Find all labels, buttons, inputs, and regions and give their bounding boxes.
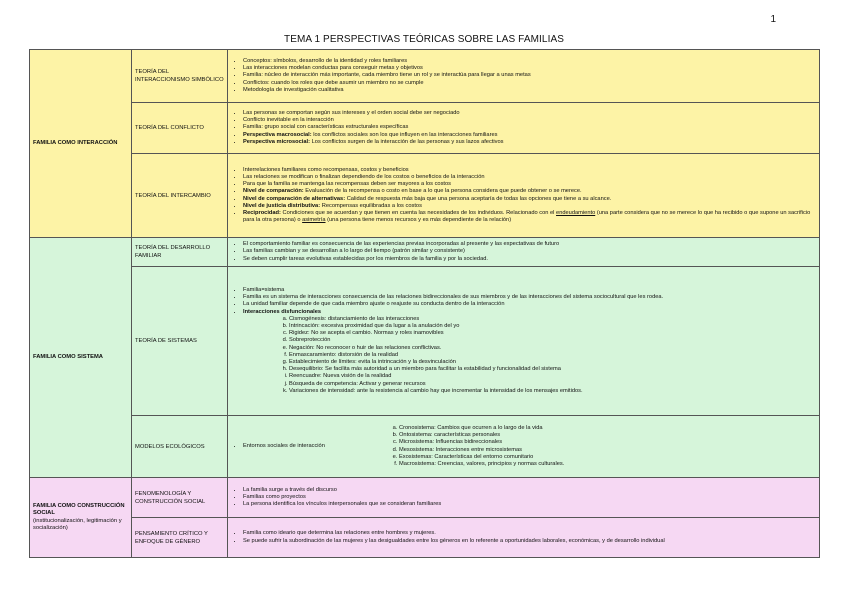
list-item [243,309,816,316]
theory-name: FENOMENOLOGÍA Y CONSTRUCCIÓN SOCIAL [132,478,228,518]
theory-name: TEORÍA DE SISTEMAS [132,267,228,416]
list-item: • Entornos sociales de interacción [243,443,381,450]
sub-list-item: c. Rigidez: No se acepta el cambio. Normas y roles inamovibles [289,330,816,337]
list-item [243,110,816,117]
underlined-term: endeudamiento [556,209,596,216]
list-item [243,65,816,72]
sub-list-item: h. Desequilibrio: Se facilita más autoridad a un miembro para facilitar la estabilidad y funcionalidad del sistema [289,366,816,373]
list-item [243,538,816,545]
item-text: Se puede sufrir la subordinación de las mujeres y las desigualdades entre los géneros en lo referente a oportunidades laborales, económicas, y de desarrollo individual [243,537,665,544]
list-item [243,124,816,131]
group-social-label [30,478,132,558]
item-text: los conflictos sociales son los que influyen en las interacciones familiares [311,131,498,138]
item-text: Familia: núcleo de interacción más importante, cada miembro tiene un rol y se interactúa para llegar a unas metas [243,72,531,79]
bullet-list [231,530,816,544]
bullet-list [231,487,816,509]
item-text: Familia es un sistema de interacciones consecuencia de las relaciones bidireccionales de sus miembros y de las interacciones del sistema sociocultural que les rodea. [243,294,664,301]
bullet-list [231,443,381,450]
list-item [243,487,816,494]
theory-name: MODELOS ECOLÓGICOS [132,416,228,478]
item-text: Metodología de investigación cualitativa [243,86,344,93]
group-label: FAMILIA COMO CONSTRUCCIÓN SOCIAL [33,503,125,517]
sub-list [381,425,816,468]
item-text: Se deben cumplir tareas evolutivas establecidas por los miembros de la familia y por la sociedad. [243,255,489,262]
list-item [243,117,816,124]
list-item [243,132,816,139]
theory-content [228,50,820,103]
item-text: Recompensas equilibradas a los costos [320,202,422,209]
sub-list-item: e. Negación: No reconocer o huir de las relaciones conflictivas. [289,345,816,352]
theory-content [228,267,820,416]
item-text: Evaluación de la recompensa o costo en base a lo que la persona considera que puede obtener o se merece. [303,188,582,195]
item-text: Las relaciones se modifican o finalizan dependiendo de los costos o beneficios de la interacción [243,173,485,180]
table-row [30,50,820,103]
theory-name: TEORÍA DEL INTERCAMBIO [132,154,228,238]
sub-list-item: g. Establecimiento de límites: evita la intrincación y la desvinculación [289,359,816,366]
page-number: 1 [770,14,776,25]
table-row [30,416,820,478]
theory-name: TEORÍA DEL INTERACCIONISMO SIMBÓLICO [132,50,228,103]
item-text: Los conflictos surgen de la interacción de las personas y sus lazos afectivos [310,138,504,145]
table-row [30,238,820,267]
keyword: Nivel de justicia distributiva: [243,202,321,209]
item-text: Las interacciones modelan conductas para conseguir metas y objetivos [243,65,423,72]
item-text: La unidad familiar depende de que cada miembro ajuste o reajuste su conducta dentro de la interacción [243,301,505,308]
list-item [243,87,816,94]
theory-name: TEORÍA DEL DESARROLLO FAMILIAR [132,238,228,267]
sub-list-item: c. Microsistema: Influencias bidireccionales [399,439,816,446]
keyword: Nivel de comparación: [243,188,304,195]
item-text: Conflicto inevitable en la interacción [243,117,334,124]
sub-list [231,316,816,395]
table-row [30,103,820,154]
list-item [243,248,816,255]
table-row [30,154,820,238]
list-item [243,72,816,79]
group-sublabel: (institucionalización, legitimación y socialización) [33,517,122,531]
theory-name: PENSAMIENTO CRÍTICO Y ENFOQUE DE GÉNERO [132,518,228,558]
document-title: TEMA 1 PERSPECTIVAS TEÓRICAS SOBRE LAS FAMILIAS [284,34,564,45]
theory-content [228,154,820,238]
theory-content [228,478,820,518]
sub-list-item: b. Intrincación: excesiva proximidad que da lugar a la anulación del yo [289,323,816,330]
item-text: Conceptos: símbolos, desarrollo de la identidad y roles familiares [243,57,408,64]
item-text: (una parte considera que no se merece lo que ha recibido o que supone un sacrificio para la otra persona) o [243,209,811,224]
keyword: Perspectiva macrosocial: [243,131,312,138]
item-text: Familias como proyectos [243,493,306,500]
group-label: FAMILIA COMO SISTEMA [33,353,103,360]
list-item [243,203,816,210]
list-item [243,167,816,174]
sub-list-item: i. Reencuadre: Nueva visión de la realidad [289,373,816,380]
list-item [243,58,816,65]
item-text: Las personas se comportan según sus intereses y el orden social debe ser negociado [243,109,460,116]
theory-content [228,416,820,478]
sub-list-item: d. Mesosistema: Interacciones entre microsistemas [399,447,816,454]
list-item [243,294,816,301]
list-item [243,241,816,248]
list-item [243,530,816,537]
theory-content [228,238,820,267]
ecological-lead [231,443,381,450]
item-text: La familia surge a través del discurso [243,486,337,493]
table-row [30,478,820,518]
item-text: Conflictos: cuando los roles que debe asumir un miembro no se cumple [243,79,424,86]
group-label: FAMILIA COMO INTERACCIÓN [33,139,118,146]
item-text: Familia=sistema [243,286,285,293]
keyword: Perspectiva microsocial: [243,138,311,145]
theories-table [29,49,820,558]
group-sistema-label [30,238,132,478]
theory-content [228,103,820,154]
keyword: Interacciones disfuncionales [243,308,322,315]
list-item [243,494,816,501]
item-text: Calidad de respuesta más baja que una persona aceptaría de todas las opciones que tiene a su alcance. [345,195,612,202]
sub-list-item: b. Ontosistema: características personales [399,432,816,439]
sub-list-item: a. Cronosistema: Cambios que ocurren a lo largo de la vida [399,425,816,432]
list-item [243,139,816,146]
sub-list-item: f. Enmascaramiento: distorsión de la realidad [289,352,816,359]
bullet-list [231,110,816,146]
item-text: Condiciones que se acuerdan y que tienen en cuenta las necesidades de los individuos. Relacionado con el [280,209,557,216]
keyword: Nivel de comparación de alternativas: [243,195,346,202]
theory-content [228,518,820,558]
item-text: Interrelaciones familiares como recompensas, costos y beneficios [243,166,409,173]
dysfunctional-list [231,309,816,316]
list-item [243,181,816,188]
keyword: Reciprocidad: [243,209,281,216]
list-item [243,196,816,203]
list-item [243,301,816,308]
list-item [243,287,816,294]
sub-list-item: e. Exosistemas: Características del entorno comunitario [399,454,816,461]
list-item [243,210,816,224]
group-interaccion-label [30,50,132,238]
item-text: (una persona tiene menos recursos y es más dependiente de la relación) [325,217,512,224]
list-item [243,188,816,195]
list-item [243,501,816,508]
item-text: La persona identifica los vínculos interpersonales que se consideran familiares [243,501,442,508]
underlined-term: asimetría [302,217,326,224]
list-item [243,174,816,181]
item-text: Las familias cambian y se desarrollan a lo largo del tiempo (patrón similar y consistente) [243,248,465,255]
item-text: El comportamiento familiar es consecuencia de las experiencias previas incorporadas al presente y las expectativas de futuro [243,241,560,248]
list-item [243,80,816,87]
list-item [243,256,816,263]
bullet-list [231,167,816,210]
ecological-systems [381,425,816,468]
item-text: Para que la familia se mantenga las recompensas deben ser mayores a los costos [243,181,452,188]
sub-list-item: k. Variaciones de intensidad: ante la resistencia al cambio hay que incrementar la intensidad de los mensajes emitidos. [289,388,816,395]
bullet-list [231,58,816,94]
item-text: Familia como ideario que determina las relaciones entre hombres y mujeres. [243,530,436,537]
bullet-list [231,287,816,309]
sub-list-item: j. Búsqueda de competencia: Activar y generar recursos [289,381,816,388]
bullet-list [231,241,816,263]
theory-name: TEORÍA DEL CONFLICTO [132,103,228,154]
sub-list-item: f. Macrosistema: Creencias, valores, principios y normas culturales. [399,461,816,468]
table-row [30,267,820,416]
reciprocity-list [231,210,816,224]
sub-list-item: a. Cismogénesis: distanciamiento de las interacciones [289,316,816,323]
item-text: Familia: grupo social con características estructurales específicas [243,124,409,131]
table-row [30,518,820,558]
ecological-layout [231,425,816,468]
sub-list-item: d. Sobreprotección [289,337,816,344]
